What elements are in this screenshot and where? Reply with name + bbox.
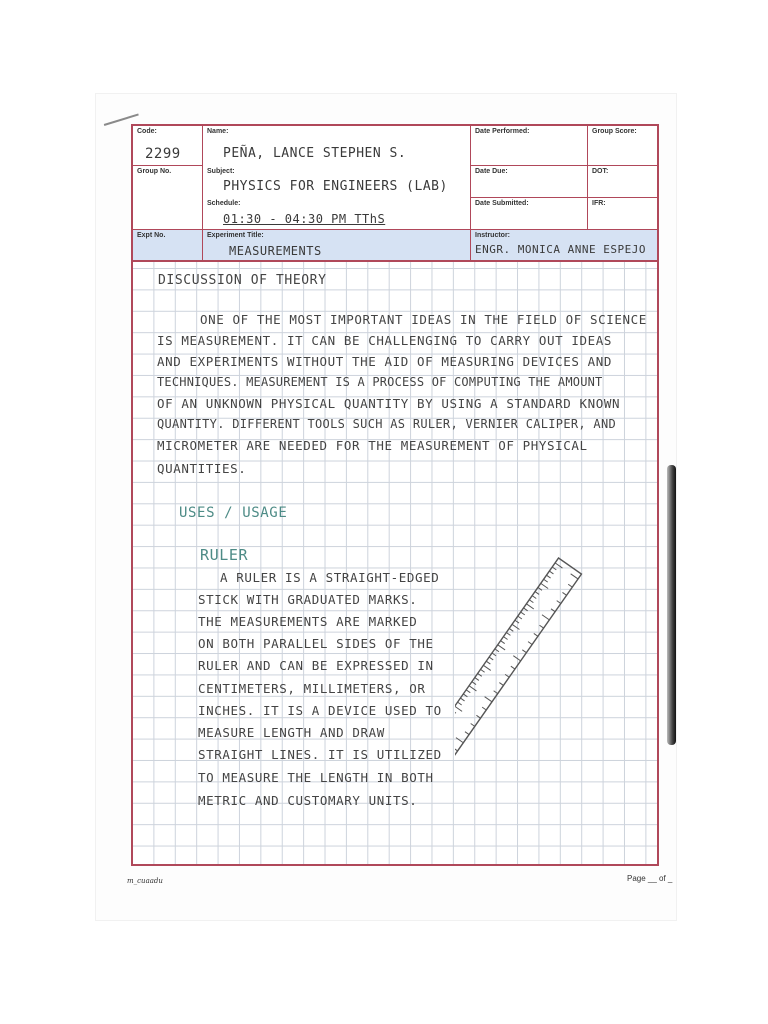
ruler-line: CENTIMETERS, MILLIMETERS, OR [198, 681, 426, 696]
ruler-tick [509, 628, 513, 631]
ruler-tick [485, 697, 492, 702]
dot-label: DOT: [592, 168, 609, 175]
date-submitted-cell [471, 198, 588, 230]
ruler-tick [521, 612, 525, 615]
ruler-tick [455, 710, 456, 713]
instructor-label: Instructor: [475, 232, 510, 239]
ruler-line: STRAIGHT LINES. IT IS UTILIZED [198, 747, 442, 762]
schedule-cell [203, 198, 471, 230]
theory-line: IS MEASUREMENT. IT CAN BE CHALLENGING TO CARRY OUT IDEAS [157, 333, 613, 348]
ruler-tick [475, 678, 479, 681]
ruler-line: A RULER IS A STRAIGHT-EDGED [220, 570, 440, 585]
ruler-tick [568, 584, 572, 587]
ruler-tick [557, 601, 561, 604]
ruler-line: MEASURE LENGTH AND DRAW [198, 725, 385, 740]
instructor-value: ENGR. MONICA ANNE ESPEJO [475, 243, 646, 256]
ruler-tick [469, 686, 476, 691]
ruler-heading: RULER [200, 546, 249, 564]
ifr-cell [588, 198, 657, 230]
ruler-tick [513, 656, 520, 661]
ruler-tick [456, 738, 463, 743]
ruler-tick [538, 587, 542, 590]
ruler-tick [472, 682, 476, 685]
schedule-label: Schedule: [207, 200, 241, 207]
ruler-tick [455, 706, 462, 711]
instructor-cell [471, 230, 657, 260]
ruler-tick [552, 567, 556, 570]
group-no-cell [133, 166, 203, 230]
ruler-tick [501, 641, 505, 644]
ruler-tick [524, 608, 528, 611]
date-submitted-label: Date Submitted: [475, 200, 529, 207]
ruler-tick [483, 665, 490, 670]
experiment-title-label: Experiment Title: [207, 232, 264, 239]
ruler-tick [463, 694, 467, 697]
ruler-tick [571, 574, 578, 579]
ruler-tick [482, 707, 486, 710]
ruler-tick [503, 637, 507, 640]
theory-line: ONE OF THE MOST IMPORTANT IDEAS IN THE FIELD OF SCIENCE [200, 312, 647, 327]
ruler-tick [562, 592, 566, 595]
ruler-tick [499, 683, 503, 686]
expt-no-cell [133, 230, 203, 260]
schedule-value: 01:30 - 04:30 PM TThS [223, 212, 386, 226]
ruler-tick [541, 583, 548, 588]
theory-line: AND EXPERIMENTS WITHOUT THE AID OF MEASURING DEVICES AND [157, 354, 613, 369]
theory-line: TECHNIQUES. MEASUREMENT IS A PROCESS OF COMPUTING THE AMOUNT [157, 375, 603, 389]
ruler-line: ON BOTH PARALLEL SIDES OF THE [198, 636, 434, 651]
ruler-tick [481, 669, 485, 672]
date-due-cell [471, 166, 588, 198]
section-title: DISCUSSION OF THEORY [158, 273, 327, 288]
ruler-tick [546, 575, 550, 578]
date-performed-label: Date Performed: [475, 128, 530, 135]
page-edge-shadow [667, 465, 676, 745]
ruler-tick [476, 715, 480, 718]
ruler-tick [515, 620, 519, 623]
ruler-tick [542, 615, 549, 620]
ruler-tick [465, 732, 469, 735]
ruler-sketch-icon [455, 548, 635, 808]
ruler-tick [506, 633, 510, 636]
ruler-tick [498, 645, 505, 650]
ruler-tick [478, 673, 482, 676]
report-header-table [131, 124, 659, 262]
ruler-tick [534, 633, 538, 636]
ruler-tick [549, 571, 553, 574]
ruler-tick [532, 596, 536, 599]
name-value: PEÑA, LANCE STEPHEN S. [223, 146, 407, 161]
ruler-tick [511, 666, 515, 669]
ruler-tick [518, 616, 522, 619]
ruler-tick [512, 624, 519, 629]
code-value: 2299 [145, 146, 181, 162]
name-label: Name: [207, 128, 229, 135]
expt-no-label: Expt No. [137, 232, 166, 239]
experiment-title-value: MEASUREMENTS [229, 244, 322, 258]
ruler-tick [555, 563, 562, 568]
group-no-label: Group No. [137, 168, 172, 175]
ruler-tick [495, 649, 499, 652]
group-score-cell [588, 126, 657, 166]
ruler-tick [540, 625, 544, 628]
page-number: Page __ of _ [627, 874, 673, 883]
theory-line: QUANTITY. DIFFERENT TOOLS SUCH AS RULER, VERNIER CALIPER, AND [157, 417, 617, 431]
ruler-line: METRIC AND CUSTOMARY UNITS. [198, 793, 418, 808]
ruler-line: STICK WITH GRADUATED MARKS. [198, 592, 418, 607]
ruler-tick [466, 690, 470, 693]
theory-line: OF AN UNKNOWN PHYSICAL QUANTITY BY USING A STANDARD KNOWN [157, 396, 621, 411]
ruler-tick [455, 748, 458, 751]
experiment-title-cell [203, 230, 471, 260]
theory-line: QUANTITIES. [157, 461, 247, 476]
ruler-tick [535, 592, 539, 595]
ruler-line: INCHES. IT IS A DEVICE USED TO [198, 703, 442, 718]
subject-value: PHYSICS FOR ENGINEERS (LAB) [223, 179, 448, 194]
ruler-tick [529, 600, 533, 603]
dot-cell [588, 166, 657, 198]
subject-cell [203, 166, 471, 198]
ruler-line: RULER AND CAN BE EXPRESSED IN [198, 658, 434, 673]
code-cell [133, 126, 203, 166]
ruler-tick [494, 691, 498, 694]
ruler-tick [522, 650, 526, 653]
date-due-label: Date Due: [475, 168, 508, 175]
ruler-tick [471, 724, 475, 727]
ruler-tick [551, 609, 555, 612]
ruler-line: TO MEASURE THE LENGTH IN BOTH [198, 770, 434, 785]
code-label: Code: [137, 128, 157, 135]
subject-label: Subject: [207, 168, 235, 175]
group-score-label: Group Score: [592, 128, 637, 135]
ruler-tick [544, 579, 548, 582]
footer-brand: m_cuaadu [127, 877, 163, 885]
ruler-tick [505, 674, 509, 677]
ifr-label: IFR: [592, 200, 606, 207]
theory-line: MICROMETER ARE NEEDED FOR THE MEASUREMENT OF PHYSICAL [157, 438, 588, 453]
ruler-tick [460, 698, 464, 701]
ruler-tick [492, 653, 496, 656]
ruler-tick [489, 657, 493, 660]
name-cell [203, 126, 471, 166]
ruler-tick [526, 604, 533, 609]
ruler-line: THE MEASUREMENTS ARE MARKED [198, 614, 418, 629]
ruler-tick [528, 642, 532, 645]
ruler-tick [458, 702, 462, 705]
uses-heading: USES / USAGE [179, 505, 288, 521]
ruler-tick [486, 661, 490, 664]
date-performed-cell [471, 126, 588, 166]
